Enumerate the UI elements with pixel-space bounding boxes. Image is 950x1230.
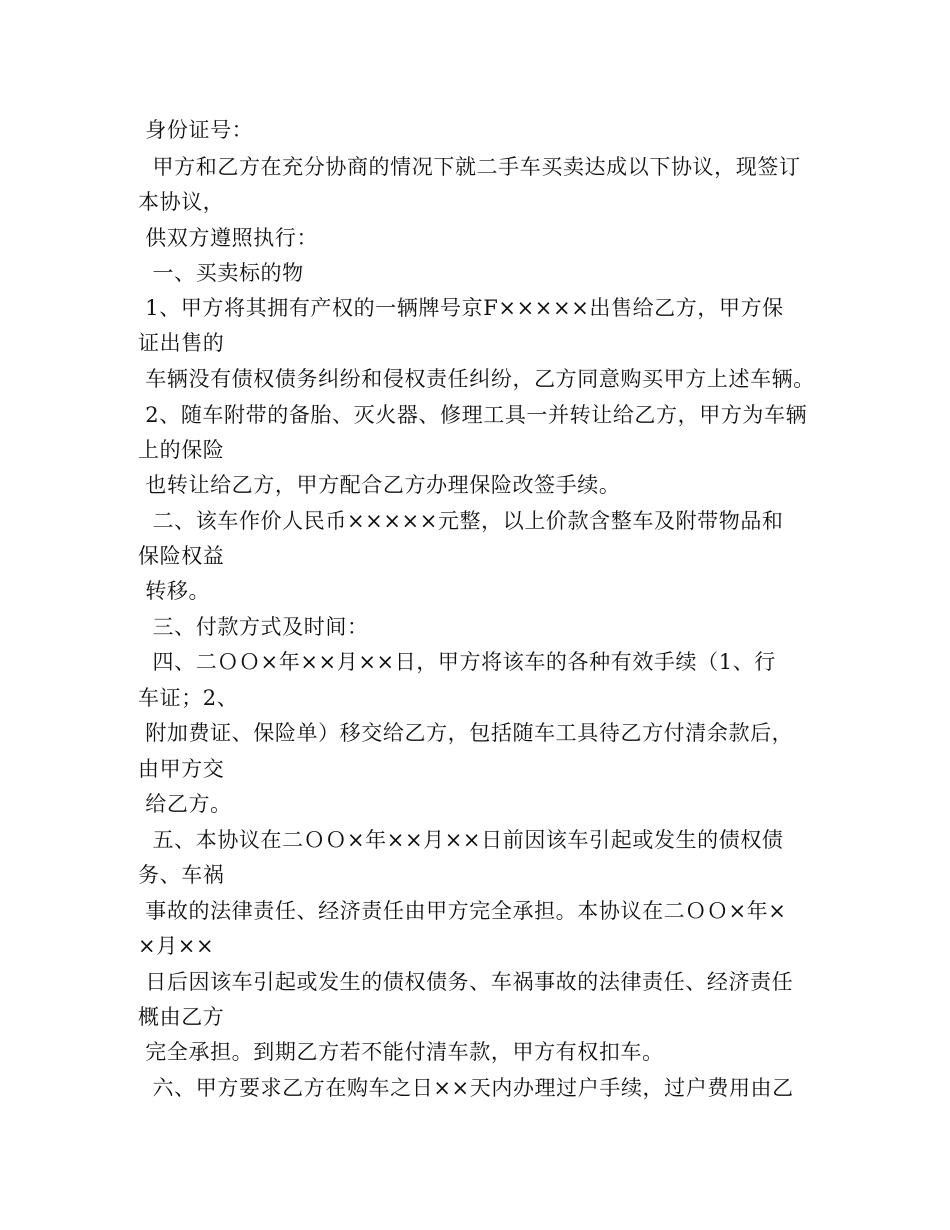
text-line: 完全承担。到期乙方若不能付清车款，甲方有权扣车。: [138, 1040, 664, 1064]
text-line: 附加费证、保险单）移交给乙方，包括随车工具待乙方付清余款后，: [138, 721, 794, 745]
text-line: 车证；2、: [138, 686, 239, 710]
text-line: 四、二ＯＯ×年××月××日，甲方将该车的各种有效手续（1、行: [138, 650, 776, 674]
text-line: 甲方和乙方在充分协商的情况下就二手车买卖达成以下协议，现签订: [138, 155, 801, 179]
text-line: 二、该车作价人民币×××××元整，以上价款含整车及附带物品和: [138, 509, 784, 533]
text-line: 2、随车附带的备胎、灭火器、修理工具一并转让给乙方，甲方为车辆: [138, 403, 808, 427]
text-line: 务、车祸: [138, 863, 225, 887]
text-line: ×月××: [138, 934, 215, 958]
text-line: 六、甲方要求乙方在购车之日××天内办理过户手续，过户费用由乙: [138, 1076, 794, 1100]
text-line: 供双方遵照执行：: [138, 226, 319, 250]
text-line: 五、本协议在二ＯＯ×年××月××日前因该车引起或发生的债权债: [138, 828, 784, 852]
text-line: 上的保险: [138, 438, 225, 462]
text-line: 车辆没有债权债务纠纷和侵权责任纠纷，乙方同意购买甲方上述车辆。: [138, 367, 815, 391]
text-line: 概由乙方: [138, 1005, 225, 1029]
text-line: 本协议，: [138, 190, 225, 214]
text-line: 身份证号：: [138, 118, 254, 142]
text-line: 证出售的: [138, 331, 225, 355]
text-line: 事故的法律责任、经济责任由甲方完全承担。本协议在二ＯＯ×年×: [138, 899, 787, 923]
text-line: 转移。: [138, 579, 211, 603]
text-line: 一、买卖标的物: [138, 261, 304, 285]
text-line: 1、甲方将其拥有产权的一辆牌号京F×××××出售给乙方，甲方保: [138, 296, 784, 320]
text-line: 由甲方交: [138, 757, 225, 781]
text-line: 保险权益: [138, 544, 225, 568]
text-line: 日后因该车引起或发生的债权债务、车祸事故的法律责任、经济责任: [138, 970, 794, 994]
text-line: 三、付款方式及时间：: [138, 615, 369, 639]
text-line: 也转让给乙方，甲方配合乙方办理保险改签手续。: [138, 473, 621, 497]
text-line: 给乙方。: [138, 792, 232, 816]
